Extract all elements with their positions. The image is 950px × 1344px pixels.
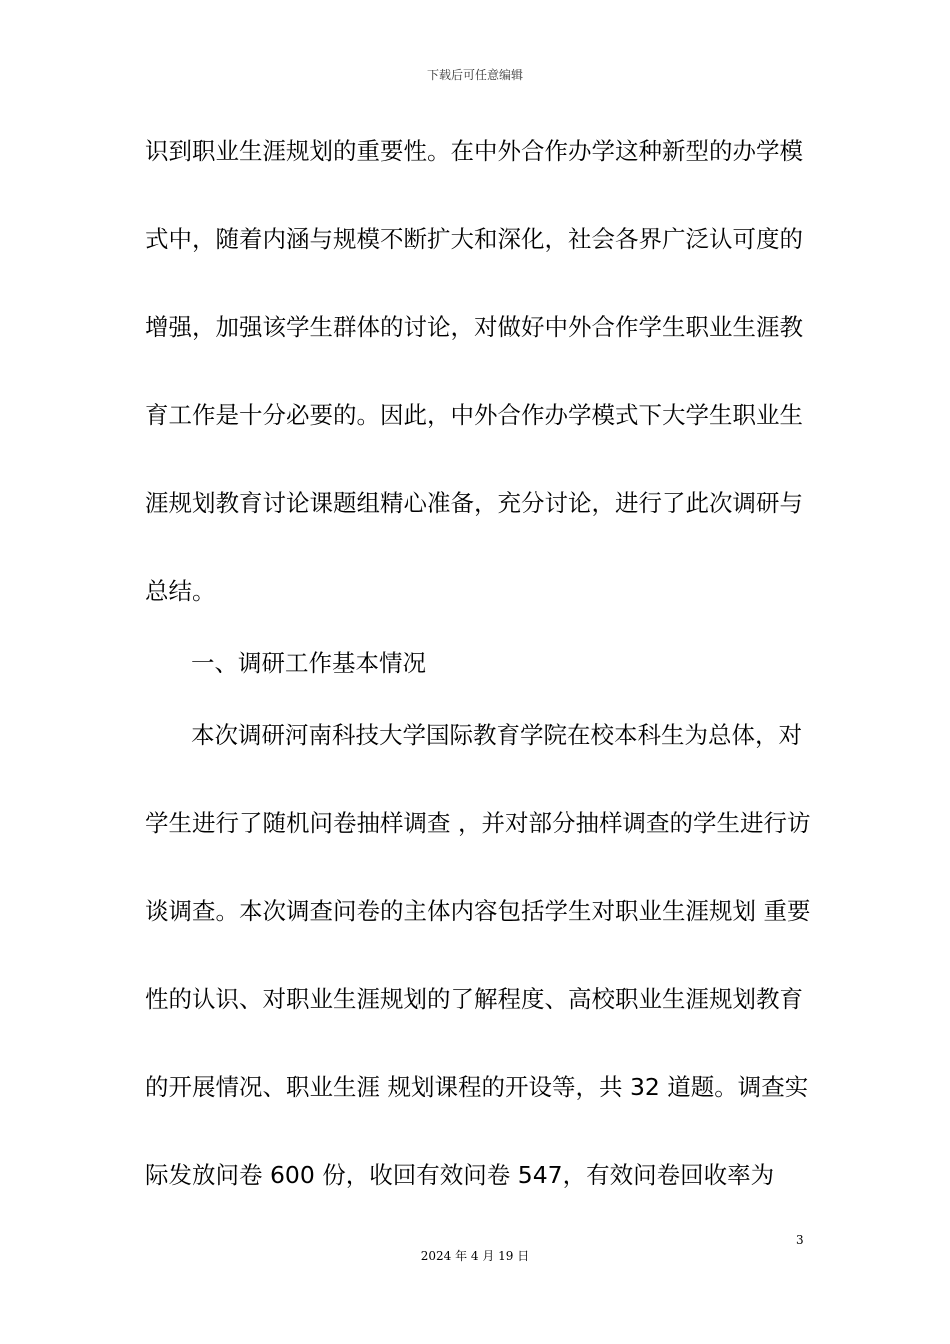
footer-date: 2024 年 4 月 19 日 [420,1249,530,1263]
section-heading: 一、调研工作基本情况 [191,649,426,677]
paragraph-line: 学生进行了随机问卷抽样调查 ，并对部分抽样调查的学生进行访 [145,809,811,837]
paragraph-line: 育工作是十分必要的。因此，中外合作办学模式下大学生职业生 [145,401,803,429]
paragraph-line: 性的认识、对职业生涯规划的了解程度、高校职业生涯规划教育 [145,985,803,1013]
paragraph-line: 际发放问卷 600 份，收回有效问卷 547，有效问卷回收率为 [145,1161,775,1189]
document-body [145,126,811,1238]
paragraph-line: 增强，加强该学生群体的讨论，对做好中外合作学生职业生涯教 [145,313,803,341]
paragraph-line: 式中，随着内涵与规模不断扩大和深化，社会各界广泛认可度的 [145,225,803,253]
paragraph-line: 本次调研河南科技大学国际教育学院在校本科生为总体，对 [191,721,802,749]
page-number: 3 [796,1233,804,1247]
paragraph-line: 识到职业生涯规划的重要性。在中外合作办学这种新型的办学模 [145,137,803,165]
paragraph-line: 涯规划教育讨论课题组精心准备，充分讨论，进行了此次调研与 [145,489,803,517]
paragraph-line: 谈调查。本次调查问卷的主体内容包括学生对职业生涯规划 重要 [145,897,811,925]
paragraph-line: 的开展情况、职业生涯 规划课程的开设等，共 32 道题。调查实 [145,1073,809,1101]
page-header: 下载后可任意编辑 [426,68,523,82]
paragraph-line: 总结。 [145,577,216,605]
